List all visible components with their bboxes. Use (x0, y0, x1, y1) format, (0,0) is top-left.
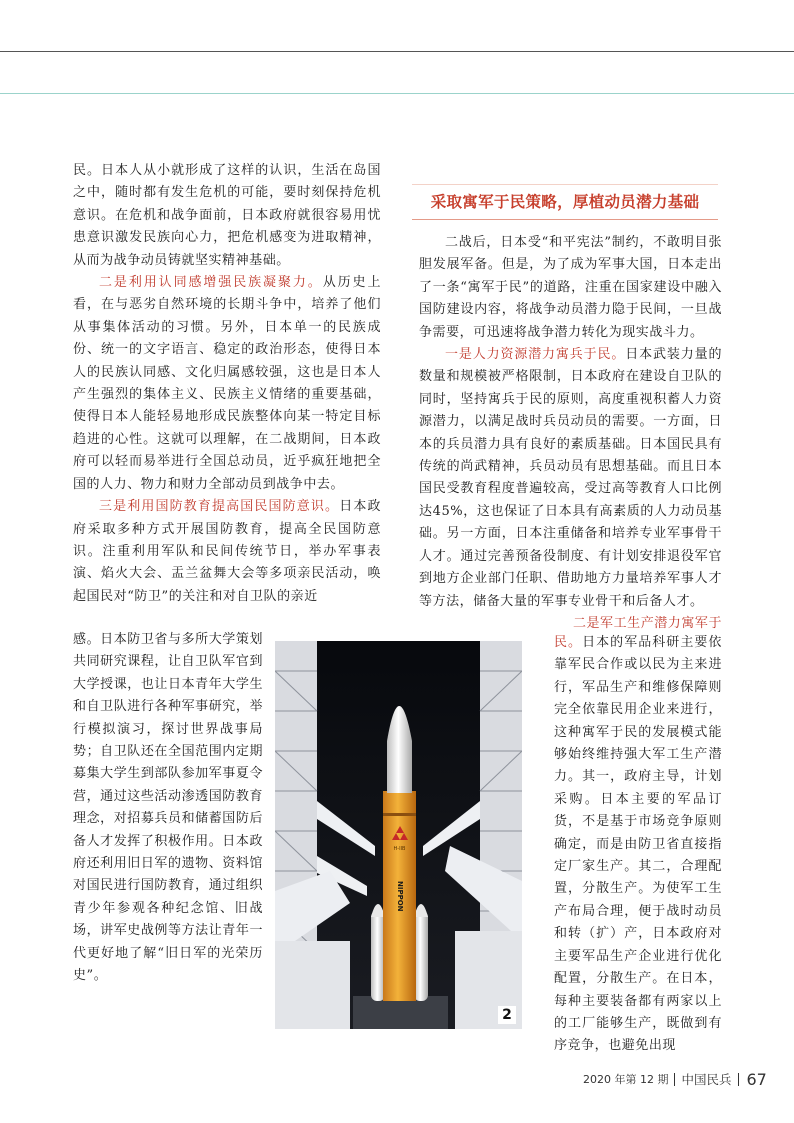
paragraph: 感。日本防卫省与多所大学策划共同研究课程，让自卫队军官到大学授课，也让日本青年大学生和自卫队进行各种军事研究，举行模拟演习，探讨世界战事局势；自卫队还在全国范围内定期募集大学生到部队参加军事夏令营，通过这些活动渗透国防教育理念，对招募兵员和储蓄国防后备人才发挥了积极作用。日本政府还利用旧日军的遗物、资料馆对国民进行国防教育，通过组织青少年参观各种纪念馆、旧战场，讲军史战例等方法让青年一代更好地了解“旧日军的光荣历史”。 (73, 632, 263, 984)
magazine-name: 中国民兵 (681, 1072, 732, 1087)
paragraph (554, 632, 722, 1058)
footer-divider (738, 1073, 739, 1086)
paragraph-heading: 一是人力资源潜力寓兵于民。 (445, 347, 626, 363)
right-column-narrow (554, 632, 722, 1058)
rocket-photo (275, 641, 522, 1029)
paragraph: 二战后，日本受“和平宪法”制约，不敢明目张胆发展军备。但是，为了成为军事大国，日本走出了一条“寓军于民”的道路，注重在国家建设中融入国防建设内容，将战争动员潜力隐于民间，一旦战争需要，可迅速将战争潜力转化为现实战斗力。 (419, 235, 722, 340)
rocket-nippon-label: NIPPON (396, 881, 404, 912)
paragraph-heading: 民。 (554, 635, 583, 650)
rocket-illustration (275, 641, 522, 1029)
page-number: 67 (746, 1069, 767, 1089)
paragraph-body: 从历史上看，在与恶劣自然环境的长期斗争中，培养了他们从事集体活动的习惯。另外，日本单一的民族成份、统一的文字语言、稳定的政治形态，使得日本人的民族认同感、文化归属感较强，这也是日本人产生强烈的集体主义、民族主义情绪的重要基础，使得日本人能轻易地形成民族整体向某一特定目标趋进的心性。这就可以理解，在二战期间，日本政府可以轻而易举进行全国总动员，近乎疯狂地把全国的人力、物力和财力全部动员到战争中去。 (73, 275, 381, 492)
paragraph-body: 日本政府采取多种方式开展国防教育，提高全民国防意识。注重利用军队和民间传统节日，举办军事表演、焰火大会、盂兰盆舞大会等多项亲民活动，唤起国民对“防卫”的关注和对自卫队的亲近 (73, 499, 381, 604)
paragraph-body: 日本武装力量的数量和规模被严格限制，日本政府在建设自卫队的同时，坚持寓兵于民的原则，高度重视积蓄人力资源潜力，以满足战时兵员动员的需要。一方面，日本的兵员潜力具有良好的素质基础。日本国民具有传统的尚武精神，兵员动员有思想基础。而且日本国民受教育程度普遍较高，受过高等教育人口比例达45%，这也保证了日本具有高素质的人力动员基础。另一方面，日本注重储备和培养专业军事骨干人才。通过完善预备役制度、有计划安排退役军官到地方企业部门任职、借助地方力量培养军事人才等方法，储备大量的军事专业骨干和后备人才。 (419, 347, 722, 609)
paragraph (73, 272, 381, 496)
rocket-model-label: H-IIB (393, 846, 406, 852)
footer-divider (674, 1073, 675, 1086)
photo-number-badge: 2 (498, 1006, 516, 1024)
header-rule (0, 51, 794, 52)
left-column (73, 160, 381, 608)
paragraph-heading: 二是利用认同感增强民族凝聚力。 (99, 275, 323, 291)
section-title: 采取寓军于民策略，厚植动员潜力基础 (412, 184, 718, 220)
paragraph (73, 496, 381, 608)
paragraph-heading: 三是利用国防教育提高国民国防意识。 (99, 499, 340, 515)
paragraph-heading: 二是军工生产潜力寓军于 (572, 615, 722, 631)
right-column (419, 232, 722, 635)
header-accent-rule (0, 93, 794, 94)
paragraph-body: 日本的军品科研主要依靠军民合作或以民为主来进行，军品生产和维修保障则完全依靠民用企业来进行，这种寓军于民的发展模式能够始终维持强大军工生产潜力。其一，政府主导，计划采购。日本主要的军品订货，不是基于市场竞争原则确定，而是由防卫省直接指定厂家生产。其二，合理配置，分散生产。为使军工生产布局合理，便于战时动员和转（扩）产，日本政府对主要军品生产企业进行优化配置，分散生产。在日本，每种主要装备都有两家以上的工厂能够生产，既做到有序竞争，也避免出现 (554, 635, 722, 1054)
paragraph: 民。日本人从小就形成了这样的认识，生活在岛国之中，随时都有发生危机的可能，要时刻保持危机意识。在危机和战争面前，日本政府就很容易用忧患意识激发民族向心力，把危机感变为进取精神，从而为战争动员铸就坚实精神基础。 (73, 163, 381, 268)
paragraph (419, 344, 722, 613)
issue-label: 2020 年第 12 期 (583, 1073, 669, 1086)
left-column-narrow (73, 629, 263, 988)
page-footer (583, 1069, 767, 1089)
